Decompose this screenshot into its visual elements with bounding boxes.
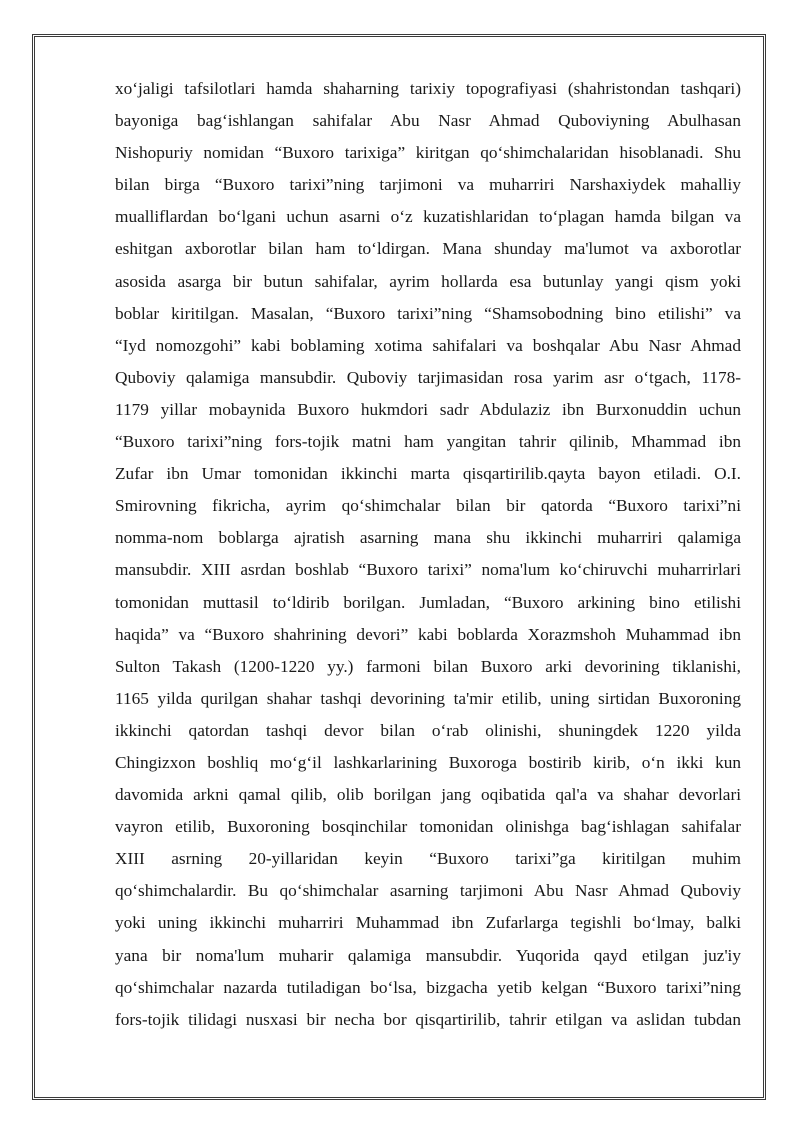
text-line: vayron etilib, Buxoroning bosqinchilar tomonidan olinishga bag‘ishlagan sahifalar bbox=[115, 817, 741, 837]
body-text bbox=[115, 73, 741, 1036]
text-line: Zufar ibn Umar tomonidan ikkinchi marta qisqartirilib.qayta bayon etiladi. O.I. bbox=[115, 464, 741, 484]
text-line: eshitgan axborotlar bilan ham to‘ldirgan. Mana shunday ma'lumot va axborotlar bbox=[115, 239, 741, 259]
text-line: qo‘shimchalardir. Bu qo‘shimchalar asarning tarjimoni Abu Nasr Ahmad Quboviy bbox=[115, 881, 741, 901]
text-line: haqida” va “Buxoro shahrining devori” kabi boblarda Xorazmshoh Muhammad ibn bbox=[115, 624, 741, 644]
text-line: Smirovning fikricha, ayrim qo‘shimchalar bilan bir qatorda “Buxoro tarixi”ni bbox=[115, 496, 741, 516]
text-line: mualliflardan bo‘lgani uchun asarni o‘z kuzatishlaridan to‘plagan hamda bilgan va bbox=[115, 207, 741, 227]
text-line: davomida arkni qamal qilib, olib borilgan jang oqibatida qal'a va shahar devorlari bbox=[115, 785, 741, 805]
text-line: 1165 yilda qurilgan shahar tashqi devorining ta'mir etilib, uning sirtidan Buxoroning bbox=[115, 688, 741, 708]
text-line: bayoniga bag‘ishlangan sahifalar Abu Nasr Ahmad Quboviyning Abulhasan bbox=[115, 111, 741, 131]
text-line: tomonidan muttasil to‘ldirib borilgan. Jumladan, “Buxoro arkining bino etilishi bbox=[115, 592, 741, 612]
text-line: “Iyd nomozgohi” kabi boblaming xotima sahifalari va boshqalar Abu Nasr Ahmad bbox=[115, 335, 741, 355]
text-line: yoki uning ikkinchi muharriri Muhammad ibn Zufarlarga tegishli bo‘lmay, balki bbox=[115, 913, 741, 933]
text-line: fors-tojik tilidagi nusxasi bir necha bor qisqartirilib, tahrir etilgan va aslidan tubdan bbox=[115, 1009, 741, 1029]
text-line: qo‘shimchalar nazarda tutiladigan bo‘lsa, bizgacha yetib kelgan “Buxoro tarixi”ning bbox=[115, 977, 741, 997]
text-line: mansubdir. XIII asrdan boshlab “Buxoro tarixi” noma'lum ko‘chiruvchi muharrirlari bbox=[115, 560, 741, 580]
text-line: boblar kiritilgan. Masalan, “Buxoro tarixi”ning “Shamsobodning bino etilishi” va bbox=[115, 303, 741, 323]
text-line: bilan birga “Buxoro tarixi”ning tarjimoni va muharriri Narshaxiydek mahalliy bbox=[115, 175, 741, 195]
text-line: Chingizxon boshliq mo‘g‘il lashkarlarining Buxoroga bostirib kirib, o‘n ikki kun bbox=[115, 752, 741, 772]
text-line: 1179 yillar mobaynida Buxoro hukmdori sadr Abdulaziz ibn Burxonuddin uchun bbox=[115, 399, 741, 419]
text-line: yana bir noma'lum muharir qalamiga mansubdir. Yuqorida qayd etilgan juz'iy bbox=[115, 945, 741, 965]
text-line: Quboviy qalamiga mansubdir. Quboviy tarjimasidan rosa yarim asr o‘tgach, 1178- bbox=[115, 367, 741, 387]
text-line: XIII asrning 20-yillaridan keyin “Buxoro tarixi”ga kiritilgan muhim bbox=[115, 849, 741, 869]
text-line: Sulton Takash (1200-1220 yy.) farmoni bilan Buxoro arki devorining tiklanishi, bbox=[115, 656, 741, 676]
text-line: nomma-nom boblarga ajratish asarning mana shu ikkinchi muharriri qalamiga bbox=[115, 528, 741, 548]
text-line: xo‘jaligi tafsilotlari hamda shaharning tarixiy topografiyasi (shahristondan tashqari) bbox=[115, 79, 741, 98]
text-line: Nishopuriy nomidan “Buxoro tarixiga” kiritgan qo‘shimchalaridan hisoblanadi. Shu bbox=[115, 143, 741, 163]
text-line: asosida asarga bir butun sahifalar, ayrim hollarda esa butunlay yangi qism yoki bbox=[115, 271, 741, 291]
text-line: “Buxoro tarixi”ning fors-tojik matni ham yangitan tahrir qilinib, Mhammad ibn bbox=[115, 432, 741, 452]
text-line: ikkinchi qatordan tashqi devor bilan o‘rab olinishi, shuningdek 1220 yilda bbox=[115, 720, 741, 740]
